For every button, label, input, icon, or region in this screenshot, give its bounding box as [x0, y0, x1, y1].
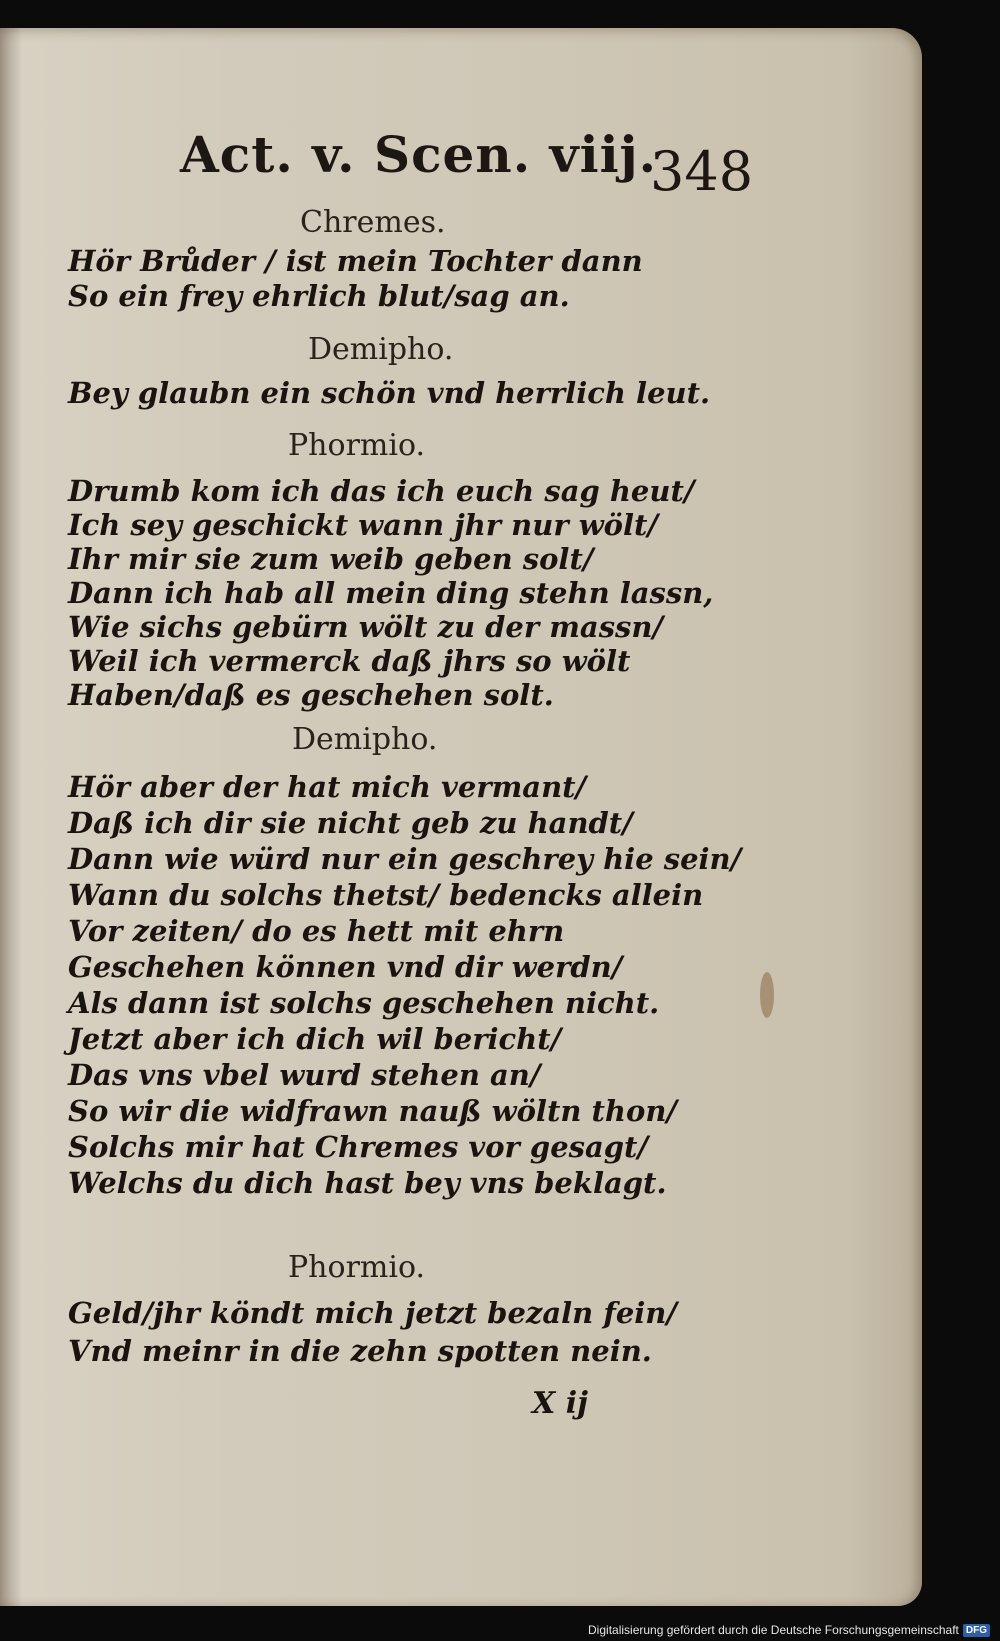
speaker-name: Demipho.: [308, 332, 454, 367]
verse-line: Solchs mir hat Chremes vor gesagt/: [68, 1130, 649, 1164]
verse-line: Haben/daß es geschehen solt.: [68, 678, 554, 712]
verse-line: Wie sichs gebürn wölt zu der massn/: [68, 610, 664, 644]
verse-line: Daß ich dir sie nicht geb zu handt/: [68, 806, 633, 840]
dfg-logo-icon: DFG: [963, 1624, 990, 1637]
verse-line: Welchs du dich hast bey vns beklagt.: [68, 1166, 667, 1200]
speaker-name: Phormio.: [288, 1250, 426, 1285]
ink-stain: [760, 972, 774, 1018]
signature-mark: X ij: [532, 1386, 588, 1421]
verse-line: Vnd meinr in die zehn spotten nein.: [68, 1334, 652, 1368]
verse-line: Das vns vbel wurd stehen an/: [68, 1058, 541, 1092]
verse-line: Wann du solchs thetst/ bedencks allein: [68, 878, 704, 912]
speaker-name: Demipho.: [292, 722, 438, 757]
credit-text: Digitalisierung gefördert durch die Deutsche Forschungsgemeinschaft: [588, 1623, 959, 1637]
verse-line: Drumb kom ich das ich euch sag heut/: [68, 474, 695, 508]
verse-line: Jetzt aber ich dich wil bericht/: [68, 1022, 562, 1056]
verse-line: Dann wie würd nur ein geschrey hie sein/: [68, 842, 742, 876]
verse-line: So wir die widfrawn nauß wöltn thon/: [68, 1094, 678, 1128]
speaker-name: Chremes.: [300, 205, 446, 240]
verse-line: Geld/jhr köndt mich jetzt bezaln fein/: [68, 1296, 677, 1330]
verse-line: Geschehen können vnd dir werdn/: [68, 950, 623, 984]
verse-line: Ihr mir sie zum weib geben solt/: [68, 542, 594, 576]
speaker-name: Phormio.: [288, 428, 426, 463]
verse-line: Vor zeiten/ do es hett mit ehrn: [68, 914, 565, 948]
verse-line: Als dann ist solchs geschehen nicht.: [68, 986, 660, 1020]
digitization-credit: [588, 1623, 990, 1637]
page-number: 348: [650, 140, 754, 203]
verse-line: Dann ich hab all mein ding stehn lassn,: [68, 576, 714, 610]
verse-line: Bey glaubn ein schön vnd herrlich leut.: [68, 376, 711, 410]
verse-line: Weil ich vermerck daß jhrs so wölt: [68, 644, 631, 678]
verse-line: Hör aber der hat mich vermant/: [68, 770, 587, 804]
running-head: Act. v. Scen. viij.: [180, 125, 658, 184]
verse-line: Hör Brůder / ist mein Tochter dann: [68, 244, 643, 278]
verse-line: So ein frey ehrlich blut/sag an.: [68, 279, 570, 313]
verse-line: Ich sey geschickt wann jhr nur wölt/: [68, 508, 659, 542]
